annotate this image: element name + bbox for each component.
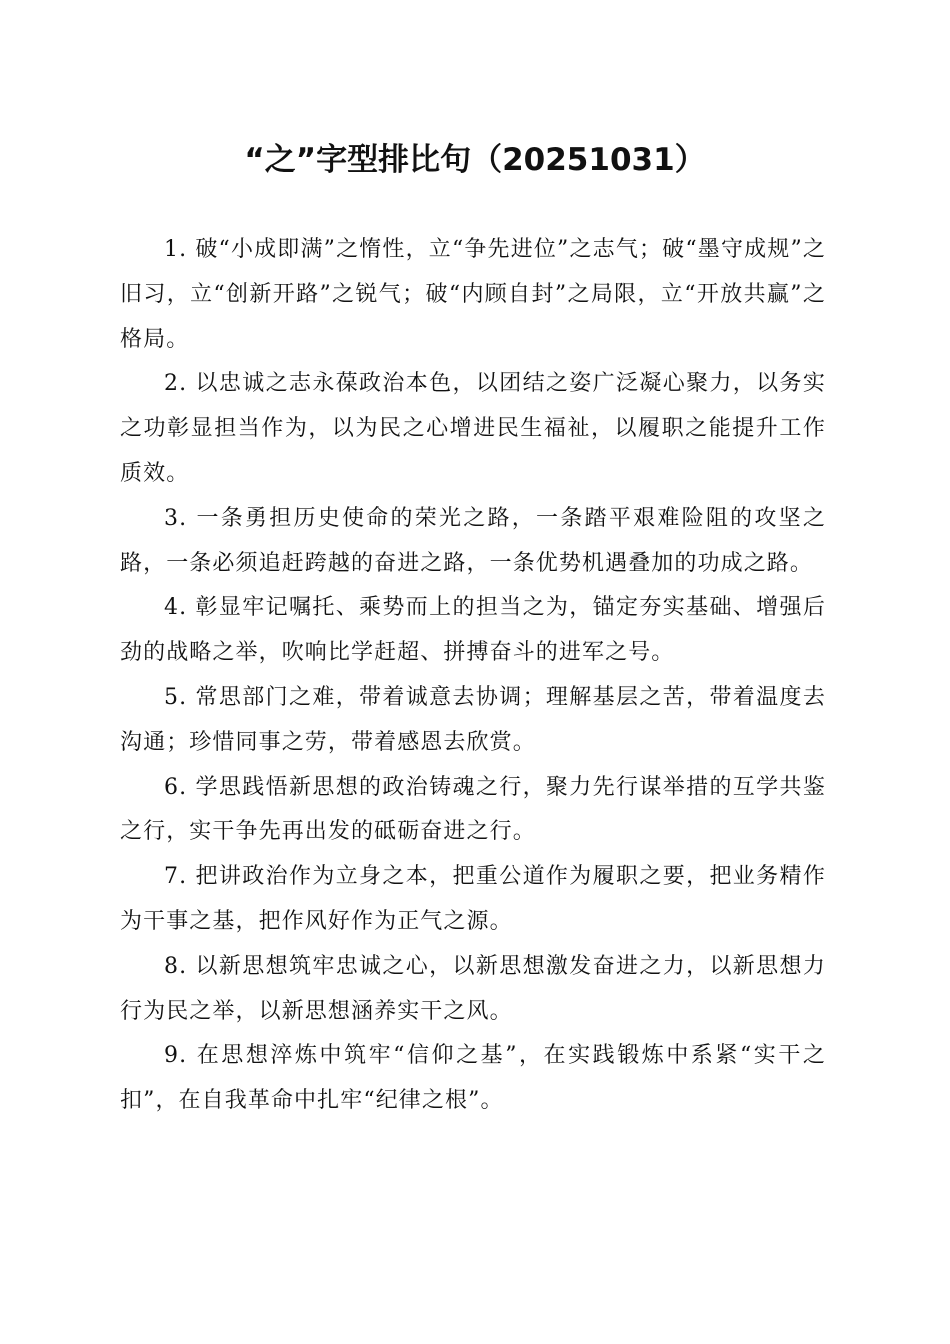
paragraph-8: 8. 以新思想筑牢忠诚之心，以新思想激发奋进之力，以新思想力行为民之举，以新思想涵养实干之风。 <box>120 953 826 1024</box>
paragraph-9: 9. 在思想淬炼中筑牢“信仰之基”，在实践锻炼中系紧“实干之扣”，在自我革命中扎牢“纪律之根”。 <box>120 1043 826 1114</box>
document-body <box>120 228 826 1124</box>
document-title: “之”字型排比句（20251031） <box>244 142 706 178</box>
paragraph-3: 3. 一条勇担历史使命的荣光之路，一条踏平艰难险阻的攻坚之路，一条必须追赶跨越的奋进之路，一条优势机遇叠加的功成之路。 <box>120 505 826 576</box>
paragraph-2: 2. 以忠诚之志永葆政治本色，以团结之姿广泛凝心聚力，以务实之功彰显担当作为，以为民之心增进民生福祉，以履职之能提升工作质效。 <box>120 371 826 486</box>
paragraph-1: 1. 破“小成即满”之惰性，立“争先进位”之志气；破“墨守成规”之旧习，立“创新开路”之锐气；破“内顾自封”之局限，立“开放共赢”之格局。 <box>120 237 826 352</box>
paragraph-4: 4. 彰显牢记嘱托、乘势而上的担当之为，锚定夯实基础、增强后劲的战略之举，吹响比学赶超、拼搏奋斗的进军之号。 <box>120 595 826 666</box>
paragraph-6: 6. 学思践悟新思想的政治铸魂之行，聚力先行谋举措的互学共鉴之行，实干争先再出发的砥砺奋进之行。 <box>120 774 826 845</box>
paragraph-5: 5. 常思部门之难，带着诚意去协调；理解基层之苦，带着温度去沟通；珍惜同事之劳，带着感恩去欣赏。 <box>120 684 826 755</box>
paragraph-7: 7. 把讲政治作为立身之本，把重公道作为履职之要，把业务精作为干事之基，把作风好作为正气之源。 <box>120 864 826 934</box>
